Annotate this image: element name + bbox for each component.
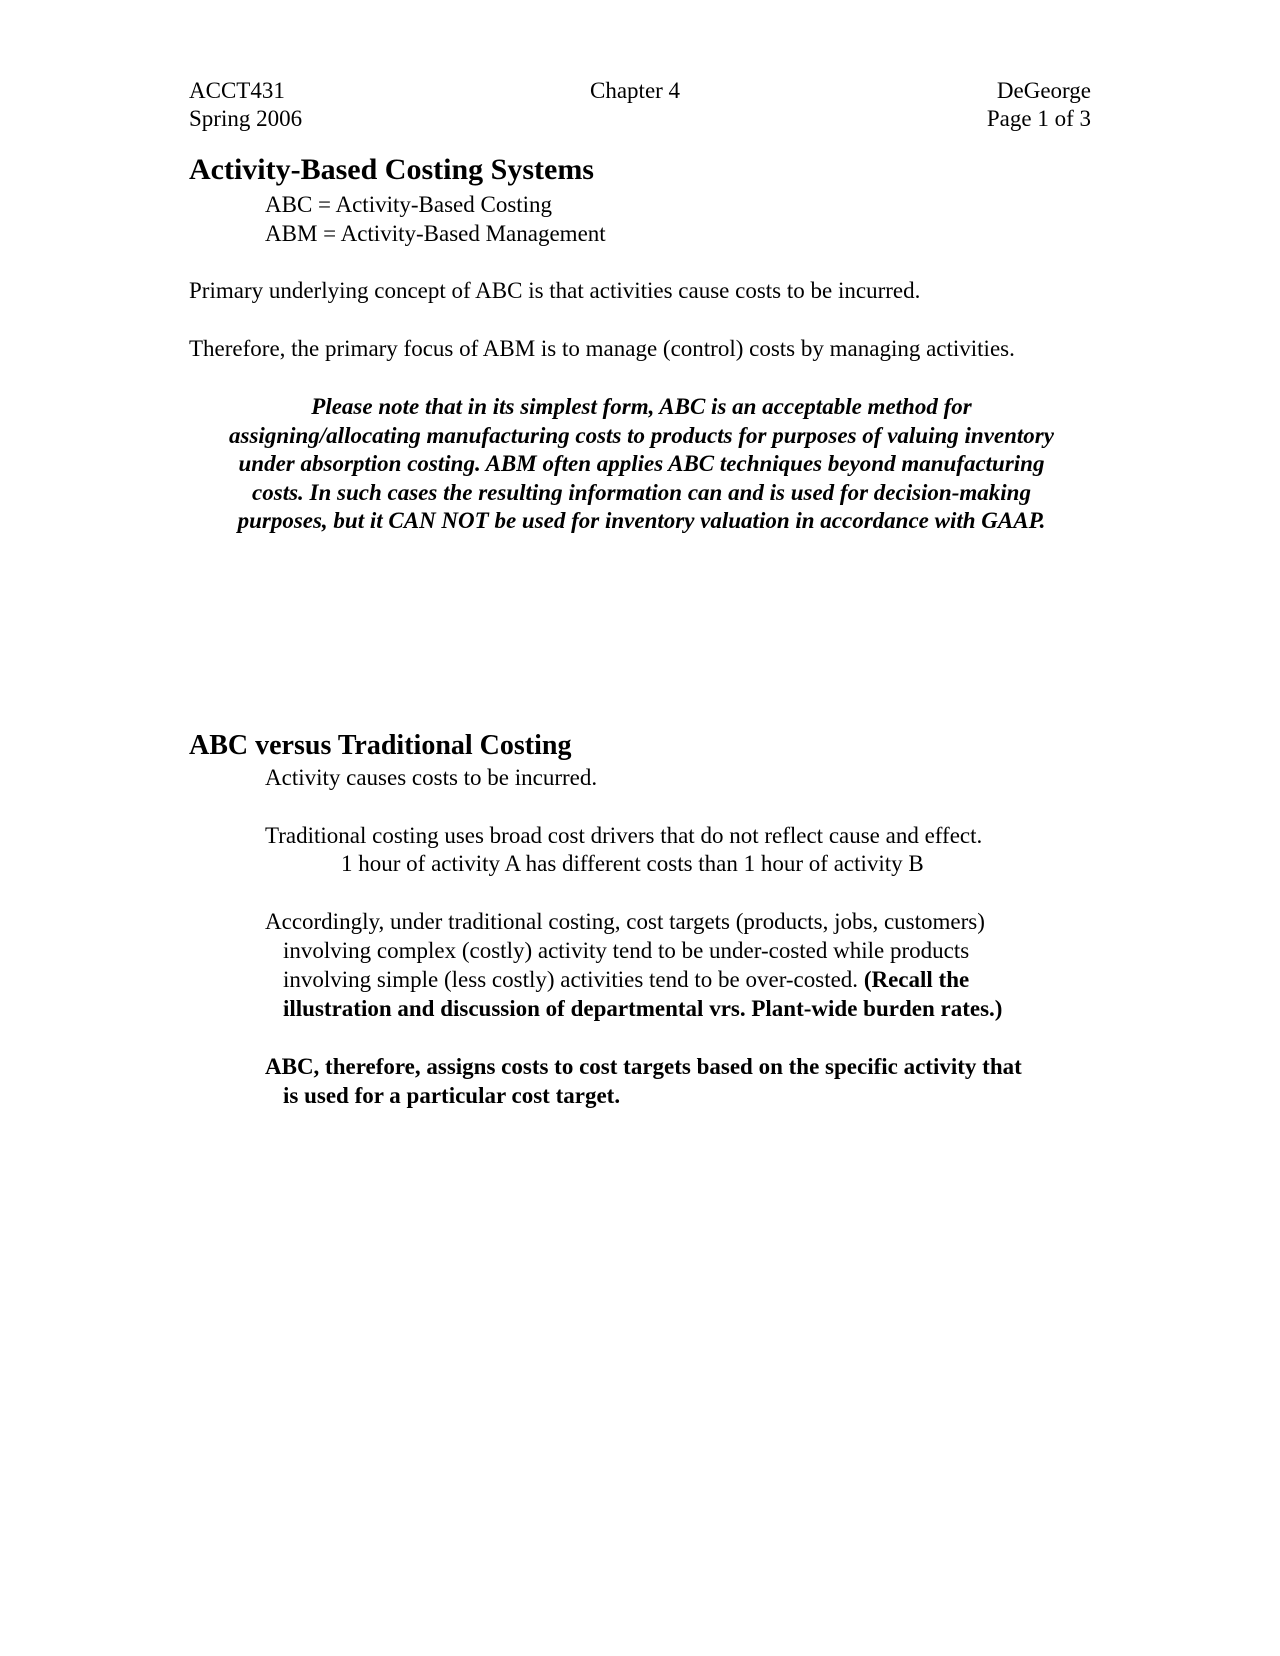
accordingly-line-last [283, 966, 969, 994]
term: Spring 2006 [189, 106, 303, 131]
focus-paragraph: Therefore, the primary focus of ABM is to manage (control) costs by managing activities. [189, 336, 1015, 361]
section-title: Activity-Based Costing Systems [189, 153, 594, 186]
note-line: purposes, but it CAN NOT be used for inventory valuation in accordance with GAAP. [237, 508, 1046, 533]
accordingly-line: involving complex (costly) activity tend to be under-costed while products [283, 938, 970, 963]
accordingly-text: involving simple (less costly) activities tend to be over-costed. [283, 967, 864, 992]
accordingly-line: Accordingly, under traditional costing, cost targets (products, jobs, customers) [265, 909, 985, 934]
note-line: assigning/allocating manufacturing costs to products for purposes of valuing inventory [229, 422, 1054, 448]
note-line: under absorption costing. ABM often applies ABC techniques beyond manufacturing [238, 451, 1045, 476]
note-paragraph [189, 393, 1094, 536]
activity-paragraph: Activity causes costs to be incurred. [265, 765, 598, 790]
page-number: Page 1 of 3 [986, 106, 1091, 131]
course-code: ACCT431 [189, 78, 285, 103]
recall-note-end: illustration and discussion of departmental vrs. Plant-wide burden rates.) [283, 996, 1003, 1021]
concept-paragraph: Primary underlying concept of ABC is that activities cause costs to be incurred. [189, 278, 921, 303]
chapter-label: Chapter 4 [590, 78, 681, 103]
author-name: DeGeorge [996, 78, 1091, 103]
definition-abc: ABC = Activity-Based Costing [265, 192, 553, 217]
traditional-paragraph: Traditional costing uses broad cost drivers that do not reflect cause and effect. [265, 823, 983, 848]
abc-conclusion-line: ABC, therefore, assigns costs to cost targets based on the specific activity that [265, 1054, 1022, 1079]
example-line: 1 hour of activity A has different costs than 1 hour of activity B [341, 851, 924, 876]
note-line: Please note that in its simplest form, ABC is an acceptable method for [311, 394, 972, 419]
section-title: ABC versus Traditional Costing [189, 730, 572, 761]
abc-conclusion-line: is used for a particular cost target. [283, 1083, 621, 1108]
recall-note-start: (Recall the [863, 967, 970, 992]
definition-abm: ABM = Activity-Based Management [265, 221, 606, 246]
note-line: costs. In such cases the resulting information can and is used for decision-making [252, 479, 1031, 505]
